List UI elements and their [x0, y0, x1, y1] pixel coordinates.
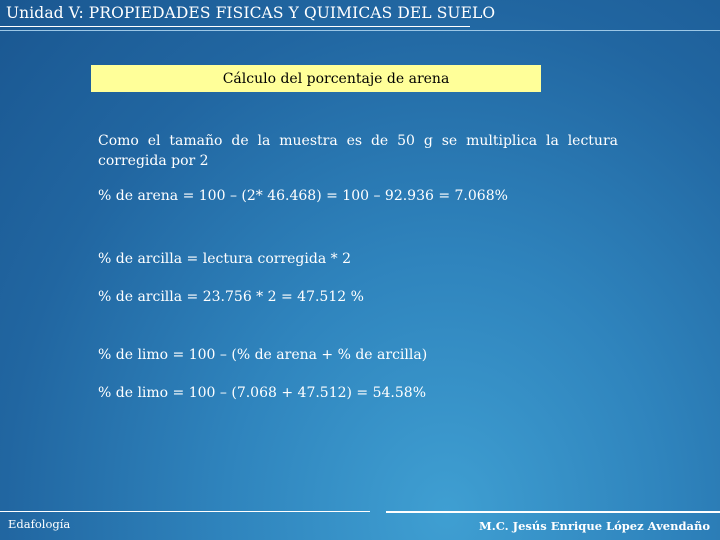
sand-percentage-line: % de arena = 100 – (2* 46.468) = 100 – 92.936 = 7.068% — [98, 188, 508, 204]
footer-rule-right — [386, 511, 720, 513]
clay-percentage-line: % de arcilla = 23.756 * 2 = 47.512 % — [98, 289, 364, 305]
clay-formula-line: % de arcilla = lectura corregida * 2 — [98, 251, 351, 267]
header-rule — [0, 26, 470, 27]
footer-rule — [0, 511, 720, 515]
footer-author: M.C. Jesús Enrique López Avendaño — [478, 519, 710, 533]
slide-subtitle: Cálculo del porcentaje de arena — [222, 70, 450, 87]
subtitle-box — [91, 65, 541, 92]
slide-header — [0, 0, 720, 32]
intro-paragraph: Como el tamaño de la muestra es de 50 g se multiplica la lectura corregida por 2 — [98, 133, 618, 169]
silt-formula-line: % de limo = 100 – (% de arena + % de arcilla) — [98, 347, 428, 363]
slide-title: Unidad V: PROPIEDADES FISICAS Y QUIMICAS DEL SUELO — [6, 4, 496, 22]
footer-course: Edafología — [8, 517, 71, 531]
footer-rule-left — [0, 511, 370, 512]
silt-percentage-line: % de limo = 100 – (7.068 + 47.512) = 54.58% — [98, 385, 426, 401]
header-rule-secondary — [0, 30, 720, 31]
